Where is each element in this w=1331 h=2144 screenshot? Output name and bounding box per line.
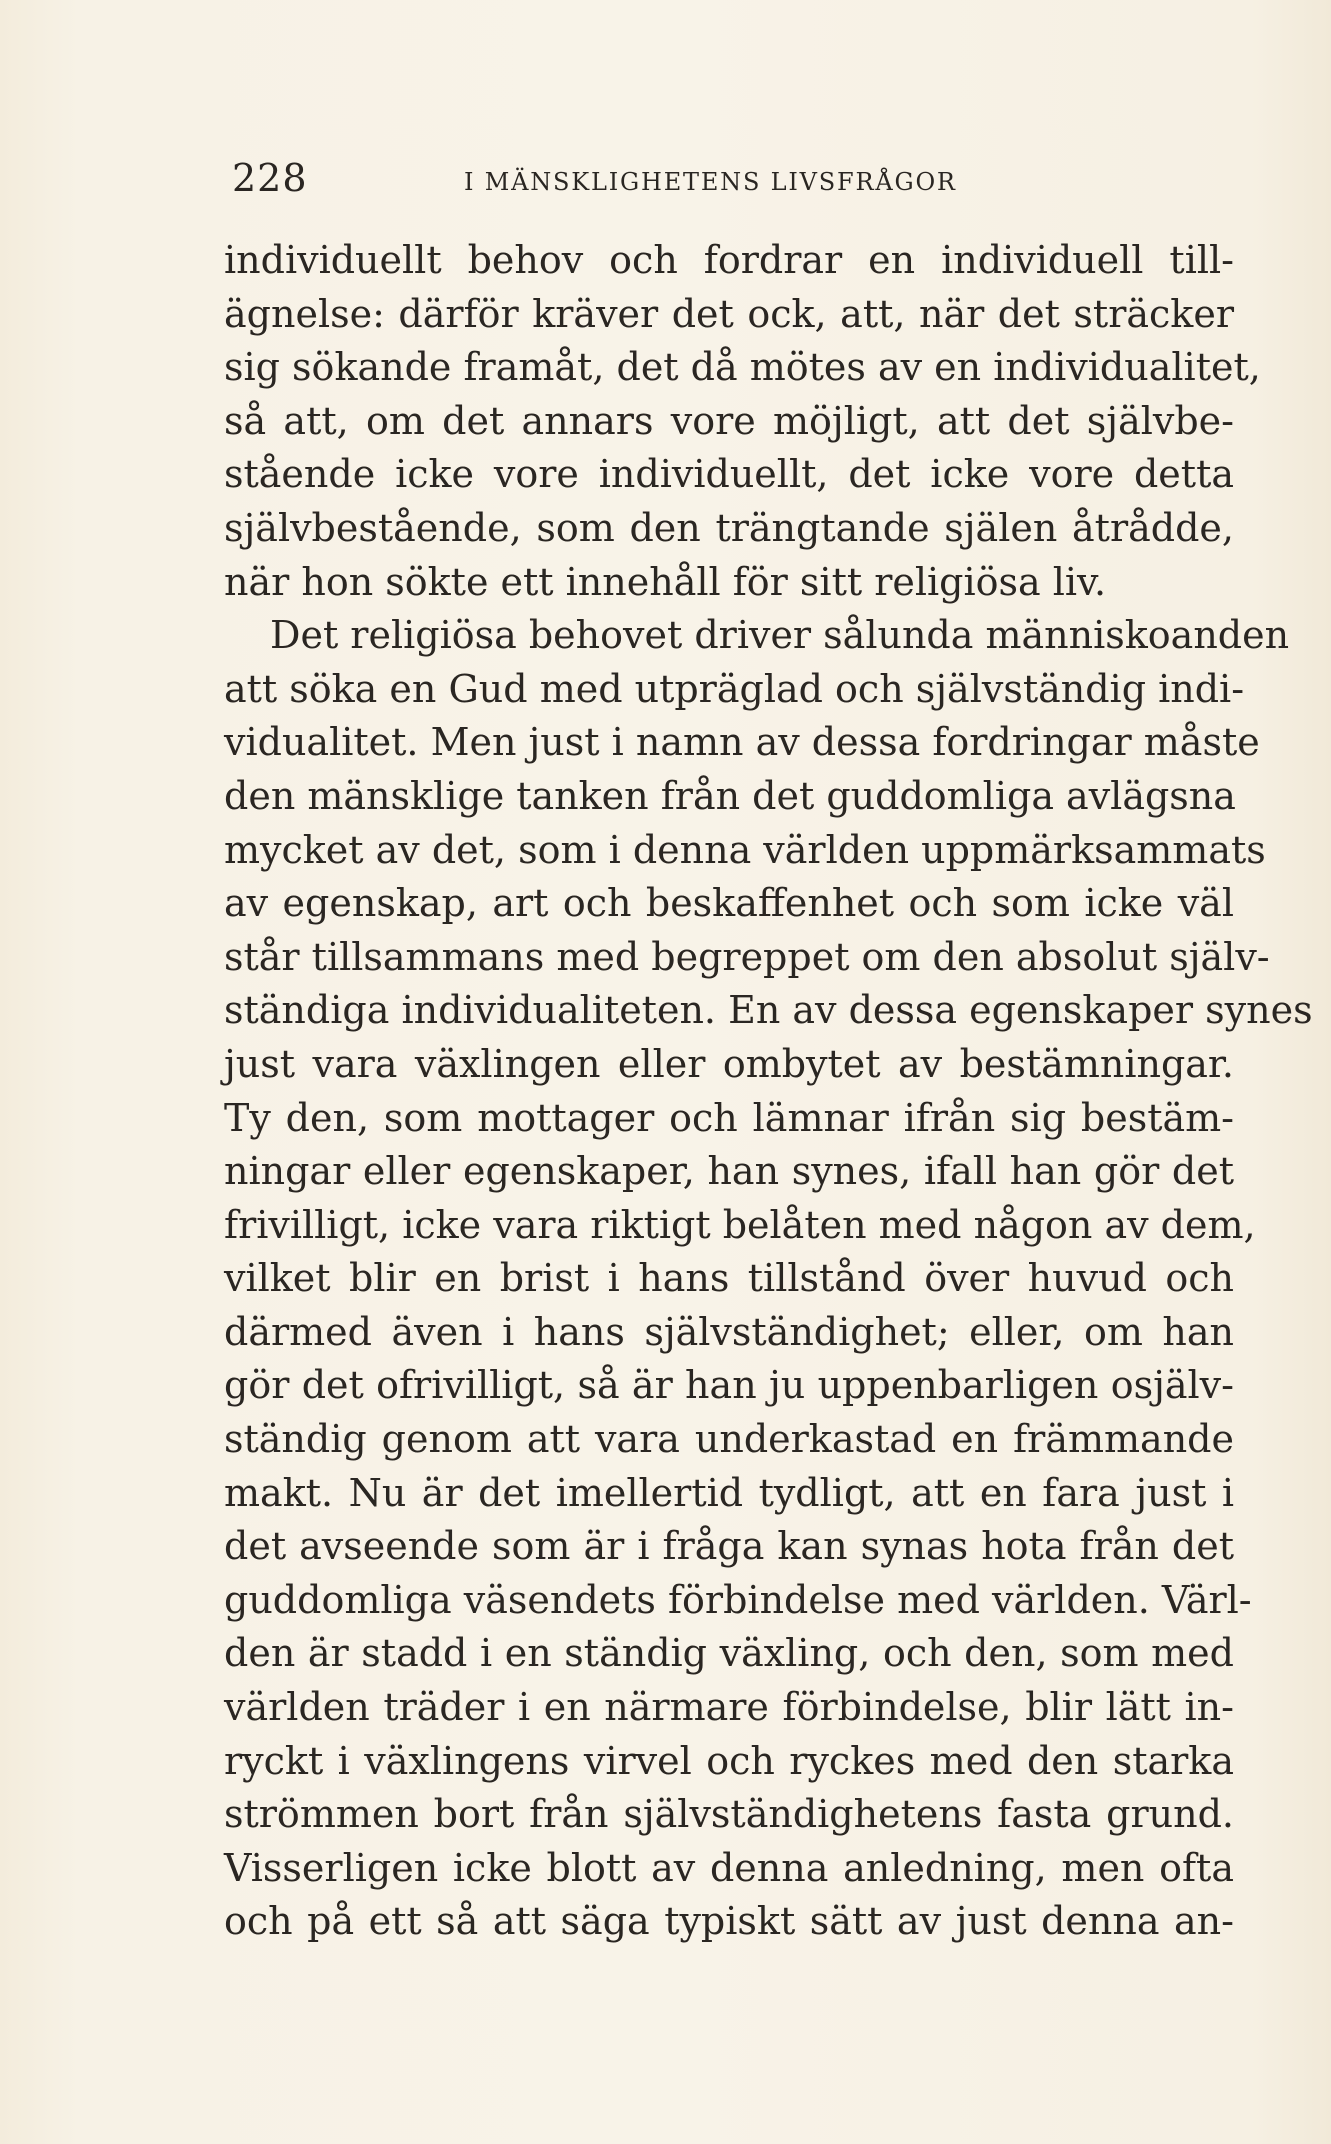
page-header [232,156,1132,206]
text-line: vidualitet. Men just i namn av dessa fordringar måste [224,720,1260,765]
text-line: Det religiösa behovet driver sålunda människoanden [270,613,1290,658]
text-line: just vara växlingen eller ombytet av bestämningar. [224,1041,1234,1086]
text-line: stående icke vore individuellt, det icke vore detta [224,452,1234,497]
text-line: ryckt i växlingens virvel och ryckes med den starka [224,1738,1234,1783]
text-line: makt. Nu är det imellertid tydligt, att en fara just i [224,1470,1234,1515]
text-line: det avseende som är i fråga kan synas hota från det [224,1524,1234,1569]
text-line: gör det ofrivilligt, så är han ju uppenbarligen osjälv- [224,1363,1234,1408]
text-line: Visserligen icke blott av denna anledning, men ofta [224,1845,1234,1890]
body-text [224,234,1313,1949]
text-line: står tillsammans med begreppet om den absolut själv- [224,934,1270,979]
page-number: 228 [232,156,308,200]
text-line: självbestående, som den trängtande själen åtrådde, [224,505,1234,550]
text-line: att söka en Gud med utpräglad och självständig indi- [224,666,1245,711]
text-line: därmed även i hans självständighet; eller, om han [224,1309,1234,1354]
text-line: strömmen bort från självständighetens fasta grund. [224,1792,1234,1837]
text-line: ägnelse: därför kräver det ock, att, när det sträcker [224,291,1234,336]
text-line: världen träder i en närmare förbindelse, blir lätt in- [224,1685,1234,1730]
text-line: den mänsklige tanken från det guddomliga avlägsna [224,773,1236,818]
text-line: ständiga individualiteten. En av dessa egenskaper synes [224,988,1313,1033]
text-line: ständig genom att vara underkastad en främmande [224,1417,1234,1462]
text-line: och på ett så att säga typiskt sätt av just denna an- [224,1899,1234,1944]
text-line: frivilligt, icke vara riktigt belåten med någon av dem, [224,1202,1256,1247]
text-line: av egenskap, art och beskaffenhet och som icke väl [224,881,1234,926]
text-line: när hon sökte ett innehåll för sitt religiösa liv. [224,559,1107,604]
text-line: individuellt behov och fordrar en individuell till- [224,238,1234,282]
text-line: vilket blir en brist i hans tillstånd över huvud och [224,1256,1234,1301]
text-line: ningar eller egenskaper, han synes, ifall han gör det [224,1149,1234,1194]
running-head: I MÄNSKLIGHETENS LIVSFRÅGOR [464,168,957,196]
text-line: Ty den, som mottager och lämnar ifrån sig bestäm- [224,1095,1234,1140]
text-line: mycket av det, som i denna världen uppmärksammats [224,827,1266,872]
text-line: sig sökande framåt, det då mötes av en individualitet, [224,345,1261,390]
text-line: den är stadd i en ständig växling, och den, som med [224,1631,1234,1676]
text-line: så att, om det annars vore möjligt, att det självbe- [224,398,1234,443]
text-line: guddomliga väsendets förbindelse med världen. Värl- [224,1577,1252,1622]
